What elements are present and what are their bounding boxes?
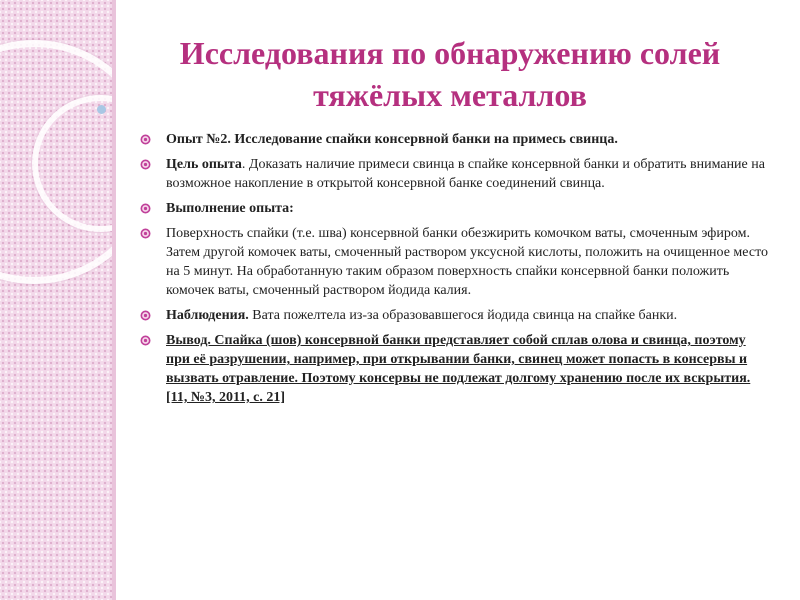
observations-text: Вата пожелтела из-за образовавшегося йодида свинца на спайке банки. — [248, 308, 678, 323]
list-item-experiment — [140, 130, 770, 149]
decorative-left-band — [0, 0, 112, 600]
conclusion-text: Вывод. Спайка (шов) консервной банки представляет собой сплав олова и свинца, поэтому при её разрушении, например, при открывании банки, свинец может попасть в консервы и вызвать отравление. Поэтому консервы не подлежат долгому хранению после их вскрытия. [11, №3, 2011, с. 21] — [166, 333, 751, 405]
circle-bullet-icon — [140, 310, 151, 321]
list-item-goal — [140, 155, 770, 193]
band-divider — [112, 0, 116, 600]
decorative-dot — [97, 105, 106, 114]
circle-bullet-icon — [140, 159, 151, 170]
list-item-procedure — [140, 224, 770, 300]
circle-bullet-icon — [140, 134, 151, 145]
slide-title — [130, 32, 770, 116]
circle-bullet-icon — [140, 228, 151, 239]
observations-label: Наблюдения. — [166, 308, 249, 323]
list-item-procedure-heading — [140, 199, 770, 218]
goal-text: . Доказать наличие примеси свинца в спайке консервной банки и обратить внимание на возможное накопление в открытой консервной банке соединений свинца. — [166, 157, 765, 191]
circle-bullet-icon — [140, 335, 151, 346]
procedure-text: Поверхность спайки (т.е. шва) консервной банки обезжирить комочком ваты, смоченным эфиром. Затем другой комочек ваты, смоченный раствором уксусной кислоты, положить на очищенное место на 5 минут. На обработанную таким образом поверхность спайки консервной банки положить комочек ваты, смоченный раствором йодида калия. — [166, 226, 768, 298]
goal-label: Цель опыта — [166, 157, 242, 172]
circle-bullet-icon — [140, 203, 151, 214]
experiment-heading: Опыт №2. Исследование спайки консервной банки на примесь свинца. — [166, 132, 618, 147]
title-line-2: тяжёлых металлов — [313, 77, 587, 113]
list-item-observations — [140, 306, 770, 325]
title-line-1: Исследования по обнаружению солей — [179, 35, 721, 71]
content-list — [140, 130, 770, 413]
list-item-conclusion — [140, 331, 770, 407]
procedure-heading: Выполнение опыта: — [166, 201, 294, 216]
